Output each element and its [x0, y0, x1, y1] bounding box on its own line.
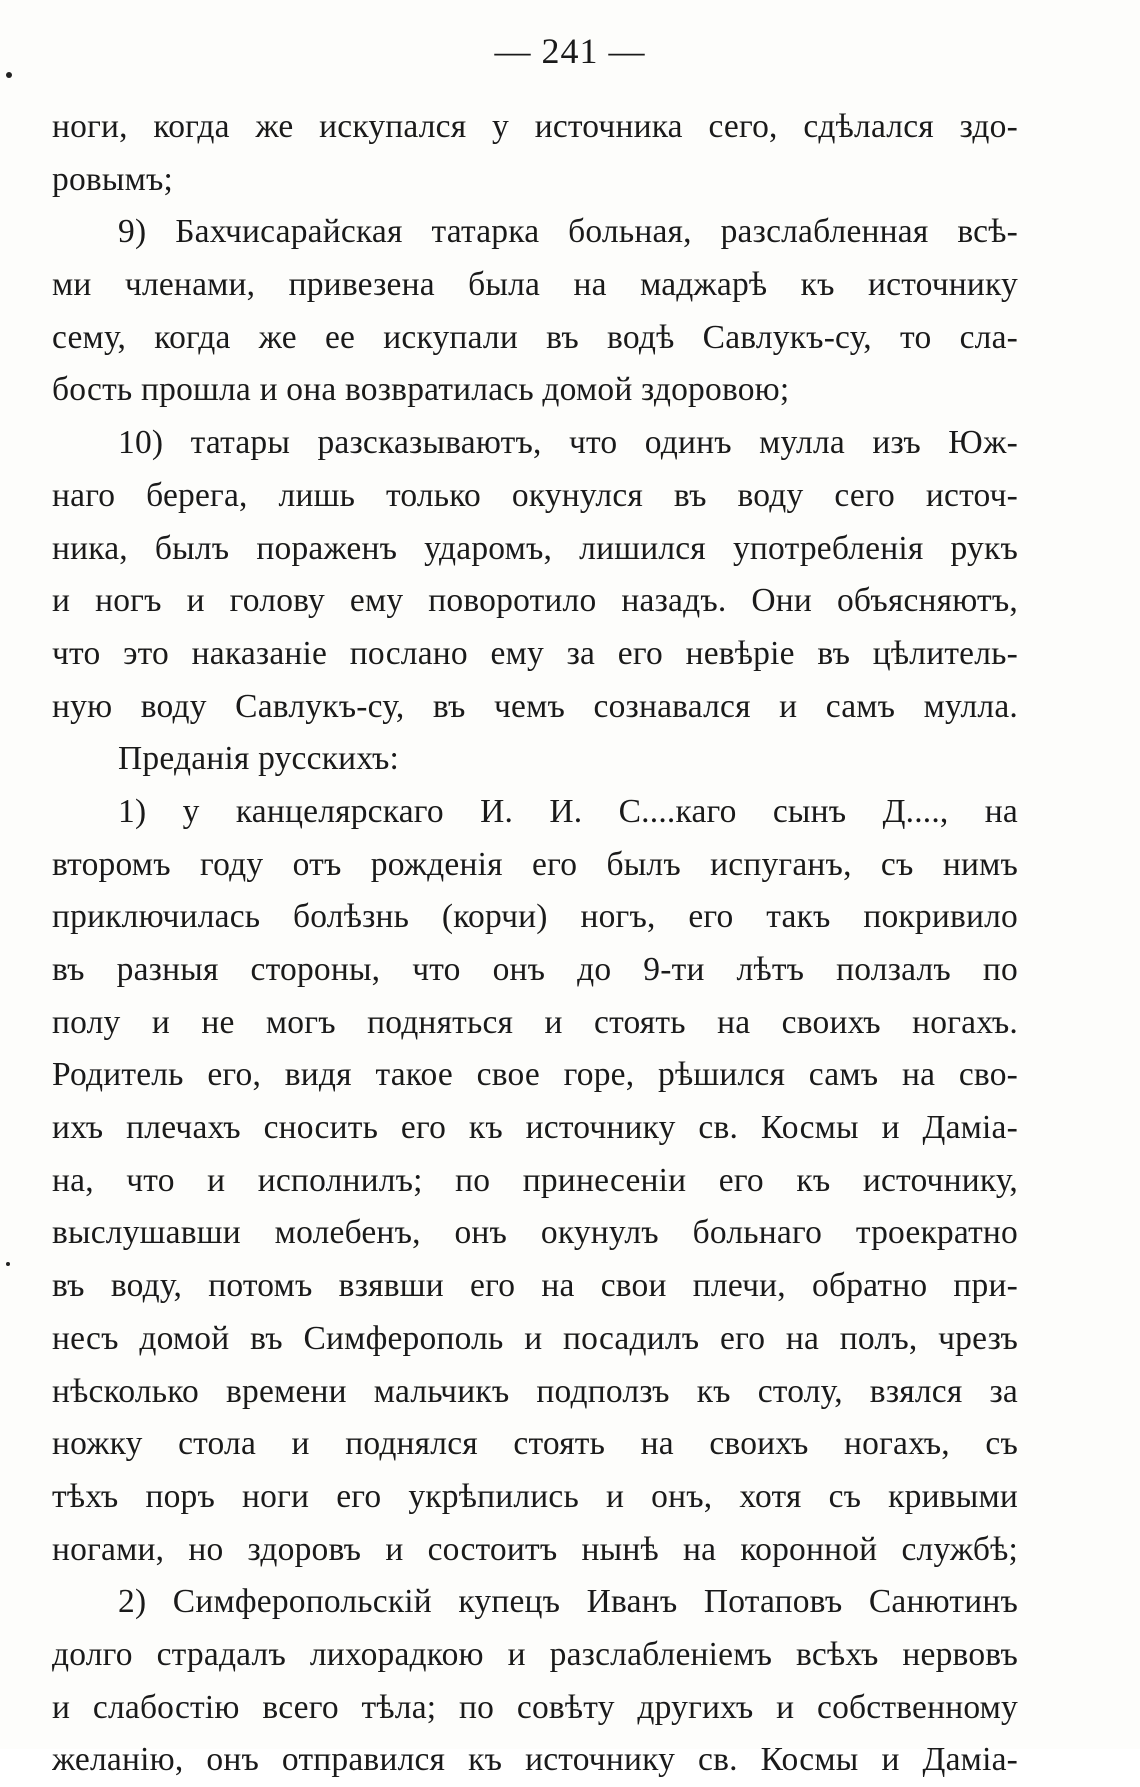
text-line: долго страдалъ лихорадкою и разслабленіемъ всѣхъ нервовъ [52, 1635, 1018, 1673]
text-line: и ногъ и голову ему поворотило назадъ. Они объясняютъ, [52, 582, 1018, 620]
text-line: ножку стола и поднялся стоять на своихъ ногахъ, съ [52, 1425, 1018, 1463]
text-line: сему, когда же ее искупали въ водѣ Савлукъ-су, то сла- [52, 318, 1018, 356]
text-line: въ разныя стороны, что онъ до 9-ти лѣтъ ползалъ по [52, 951, 1018, 988]
text-line: 9) Бахчисарайская татарка больная, разслабленная всѣ- [118, 213, 1018, 251]
text-line: ную воду Савлукъ-су, въ чемъ сознавался и самъ мулла. [52, 687, 1018, 725]
text-line: полу и не могъ подняться и стоять на своихъ ногахъ. [52, 1003, 1018, 1041]
text-line: приключилась болѣзнь (корчи) ногъ, его такъ покривило [52, 898, 1018, 936]
text-line: выслушавши молебенъ, онъ окунулъ больнаго троекратно [52, 1214, 1018, 1252]
text-line: и слабостію всего тѣла; по совѣту другихъ и собственному [52, 1688, 1018, 1726]
text-line: что это наказаніе послано ему за его невѣріе въ цѣлитель- [52, 634, 1018, 672]
print-speck [6, 72, 12, 78]
text-line: ноги, когда же искупался у источника сего, сдѣлался здо- [52, 108, 1018, 145]
text-line: Преданія русскихъ: [118, 740, 400, 778]
text-line: 2) Симферопольскій купецъ Иванъ Потаповъ Санютинъ [118, 1583, 1018, 1621]
text-line: ника, былъ пораженъ ударомъ, лишился употребленія рукъ [52, 529, 1018, 567]
text-line: ми членами, привезена была на маджарѣ къ источнику [52, 266, 1018, 304]
text-line: Родитель его, видя такое свое горе, рѣшился самъ на сво- [52, 1056, 1018, 1094]
text-line: ихъ плечахъ сносить его къ источнику св. Космы и Даміа- [52, 1109, 1018, 1147]
text-line: 10) татары разсказываютъ, что одинъ мулла изъ Юж- [118, 424, 1018, 462]
text-line: на, что и исполнилъ; по принесеніи его къ источнику, [52, 1161, 1018, 1199]
text-line: наго берега, лишь только окунулся въ воду сего источ- [52, 476, 1018, 514]
text-line: тѣхъ поръ ноги его укрѣпились и онъ, хотя съ кривыми [52, 1477, 1018, 1515]
text-line: 1) у канцелярскаго И. И. С....каго сынъ Д...., на [118, 792, 1018, 830]
text-line: ногами, но здоровъ и состоитъ нынѣ на коронной службѣ; [52, 1530, 1018, 1568]
text-line: желанію, онъ отправился къ источнику св. Космы и Даміа- [52, 1741, 1018, 1779]
text-line: нѣсколько времени мальчикъ подползъ къ столу, взялся за [52, 1372, 1018, 1410]
text-line: несъ домой въ Симферополь и посадилъ его на полъ, чрезъ [52, 1319, 1018, 1357]
text-line: ровымъ; [52, 160, 174, 198]
text-line: бость прошла и она возвратилась домой здоровою; [52, 371, 790, 409]
body-text [52, 101, 1018, 1787]
page-number: — 241 — [494, 31, 646, 71]
text-line: второмъ году отъ рожденія его былъ испуганъ, съ нимъ [52, 845, 1018, 883]
print-speck [6, 1262, 10, 1266]
text-line: въ воду, потомъ взявши его на свои плечи, обратно при- [52, 1267, 1018, 1305]
paragraph-text [52, 101, 1018, 1787]
